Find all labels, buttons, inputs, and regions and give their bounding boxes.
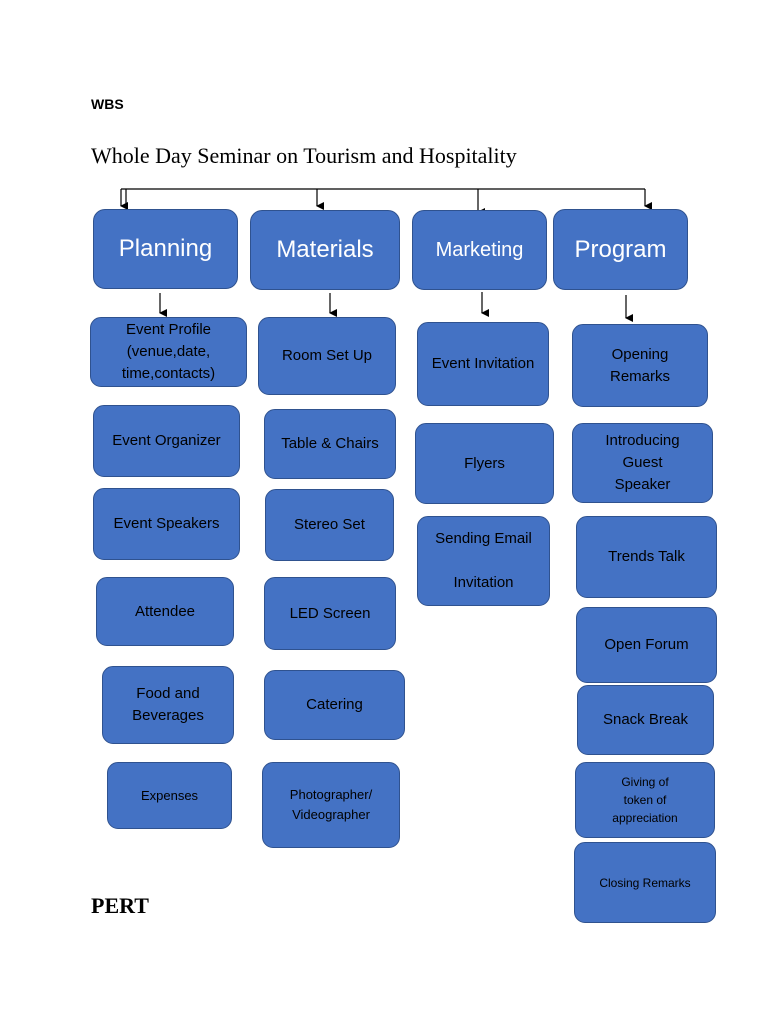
program-trends-talk: Trends Talk <box>576 516 717 598</box>
planning-event-profile: Event Profile (venue,date, time,contacts) <box>90 317 247 387</box>
materials-catering: Catering <box>264 670 405 740</box>
materials-photographer: Photographer/ Videographer <box>262 762 400 848</box>
materials-stereo-set: Stereo Set <box>265 489 394 561</box>
program-opening-remarks: Opening Remarks <box>572 324 708 407</box>
heading-program: Program <box>553 209 688 290</box>
program-introducing-guest: Introducing Guest Speaker <box>572 423 713 503</box>
planning-food-beverages: Food and Beverages <box>102 666 234 744</box>
marketing-event-invitation: Event Invitation <box>417 322 549 406</box>
planning-expenses: Expenses <box>107 762 232 829</box>
marketing-sending-email: Sending Email Invitation <box>417 516 550 606</box>
materials-room-set-up: Room Set Up <box>258 317 396 395</box>
planning-attendee: Attendee <box>96 577 234 646</box>
section-label: WBS <box>91 96 124 112</box>
planning-event-organizer: Event Organizer <box>93 405 240 477</box>
page-title: Whole Day Seminar on Tourism and Hospitality <box>91 143 517 168</box>
program-open-forum: Open Forum <box>576 607 717 683</box>
heading-marketing: Marketing <box>412 210 547 290</box>
materials-led-screen: LED Screen <box>264 577 396 650</box>
pert-label: PERT <box>91 893 149 918</box>
heading-materials: Materials <box>250 210 400 290</box>
program-giving-token: Giving of token of appreciation <box>575 762 715 838</box>
materials-table-chairs: Table & Chairs <box>264 409 396 479</box>
marketing-flyers: Flyers <box>415 423 554 504</box>
planning-event-speakers: Event Speakers <box>93 488 240 560</box>
heading-planning: Planning <box>93 209 238 289</box>
program-snack-break: Snack Break <box>577 685 714 755</box>
program-closing-remarks: Closing Remarks <box>574 842 716 923</box>
